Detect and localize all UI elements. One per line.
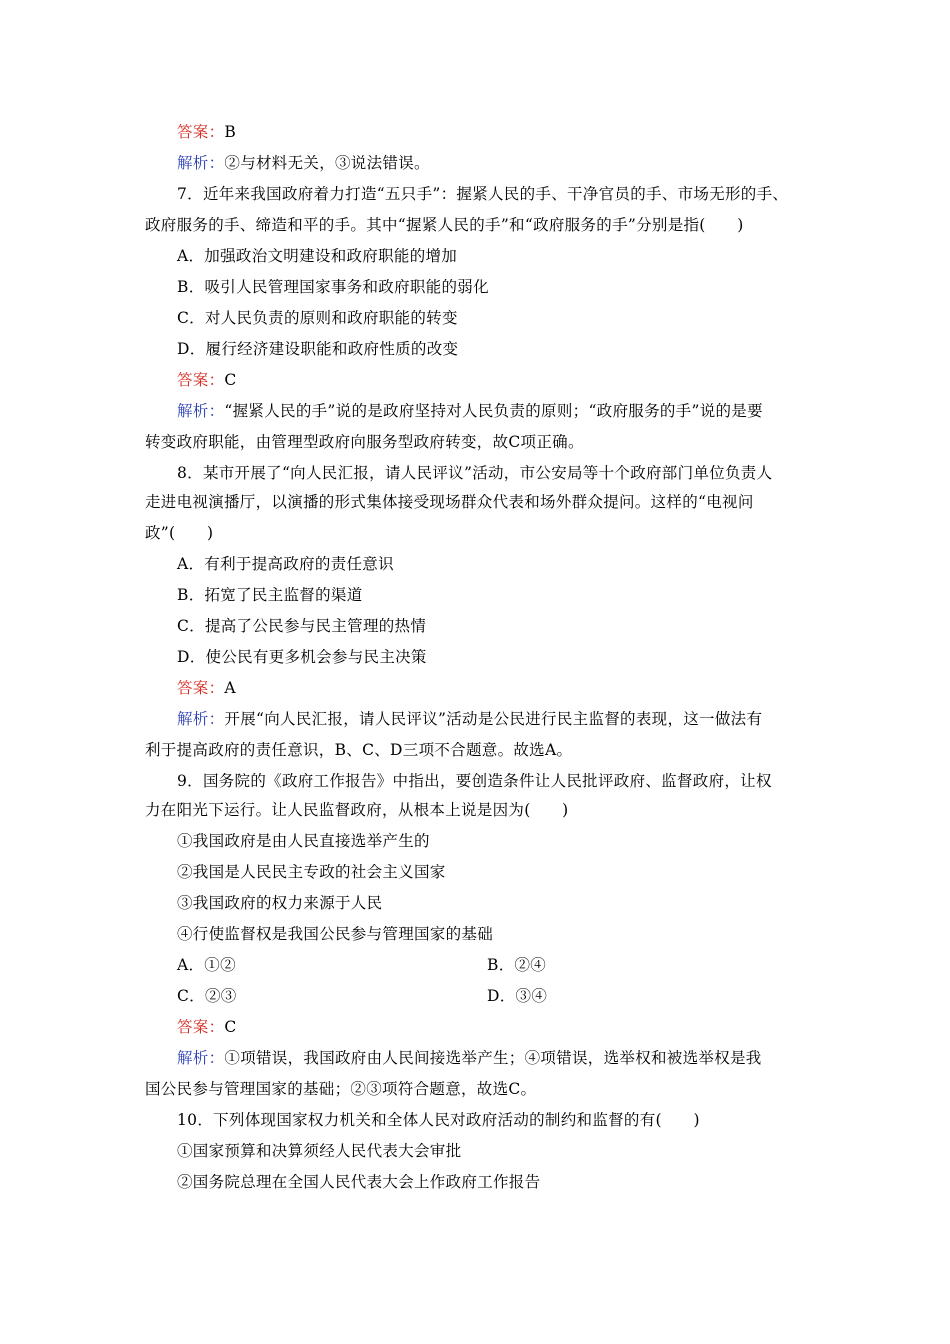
q9-option-a: A．①② [177, 956, 236, 974]
q9-stem-line-2: 力在阳光下运行。让人民监督政府，从根本上说是因为( ) [145, 801, 569, 819]
answer-label: 答案： [177, 679, 225, 697]
q7-explanation-line-1 [177, 401, 857, 421]
q7-option-b: B．吸引人民管理国家事务和政府职能的弱化 [177, 278, 489, 296]
q9-statement-2: ②我国是人民民主专政的社会主义国家 [177, 863, 446, 881]
q8-option-b: B．拓宽了民主监督的渠道 [177, 586, 363, 604]
q7-option-d: D．履行经济建设职能和政府性质的改变 [177, 340, 459, 358]
q7-option-c: C．对人民负责的原则和政府职能的转变 [177, 309, 458, 327]
q7-stem-line-2: 政府服务的手、缔造和平的手。其中“握紧人民的手”和“政府服务的手”分别是指( ) [145, 216, 744, 234]
q7-option-a: A．加强政治文明建设和政府职能的增加 [177, 247, 458, 265]
q6-explanation [177, 153, 857, 173]
answer-value: C [224, 1018, 237, 1036]
q9-statement-1: ①我国政府是由人民直接选举产生的 [177, 832, 430, 850]
q9-option-b: B．②④ [487, 956, 547, 974]
answer-value: A [224, 679, 236, 697]
q8-explanation-line-1 [177, 709, 857, 729]
q8-option-a: A．有利于提高政府的责任意识 [177, 555, 394, 573]
q9-stem-line-1: 9．国务院的《政府工作报告》中指出，要创造条件让人民批评政府、监督政府，让权 [177, 772, 772, 790]
q8-option-d: D．使公民有更多机会参与民主决策 [177, 648, 427, 666]
answer-value: B [224, 123, 237, 141]
q8-explanation-line-2: 利于提高政府的责任意识，B、C、D三项不合题意。故选A。 [145, 741, 573, 759]
q9-statement-4: ④行使监督权是我国公民参与管理国家的基础 [177, 925, 494, 943]
q9-explanation-line-2: 国公民参与管理国家的基础；②③项符合题意，故选C。 [145, 1080, 537, 1098]
q9-statement-3: ③我国政府的权力来源于人民 [177, 894, 383, 912]
explanation-label: 解析： [177, 710, 225, 728]
q9-answer [177, 1017, 857, 1037]
q7-stem-line-1: 7．近年来我国政府着力打造“五只手”：握紧人民的手、干净官员的手、市场无形的手、 [177, 185, 789, 203]
q8-stem-line-3: 政”( ) [145, 524, 214, 542]
explanation-label: 解析： [177, 402, 225, 420]
q6-answer [177, 122, 857, 142]
explanation-text: 开展“向人民汇报，请人民评议”活动是公民进行民主监督的表现，这一做法有 [224, 710, 763, 728]
q10-statement-1: ①国家预算和决算须经人民代表大会审批 [177, 1142, 462, 1160]
answer-value: C [224, 371, 237, 389]
explanation-text: ①项错误，我国政府由人民间接选举产生；④项错误，选举权和被选举权是我 [224, 1049, 762, 1067]
answer-label: 答案： [177, 1018, 225, 1036]
q9-option-c: C．②③ [177, 987, 237, 1005]
explanation-label: 解析： [177, 154, 225, 172]
q9-explanation-line-1 [177, 1048, 857, 1068]
q10-statement-2: ②国务院总理在全国人民代表大会上作政府工作报告 [177, 1173, 541, 1191]
q9-option-d: D．③④ [487, 987, 548, 1005]
q8-stem-line-1: 8．某市开展了“向人民汇报，请人民评议”活动，市公安局等十个政府部门单位负责人 [177, 464, 773, 482]
explanation-text: “握紧人民的手”说的是政府坚持对人民负责的原则；“政府服务的手”说的是要 [224, 402, 763, 420]
q7-explanation-line-2: 转变政府职能，由管理型政府向服务型政府转变，故C项正确。 [145, 433, 584, 451]
answer-label: 答案： [177, 123, 225, 141]
explanation-label: 解析： [177, 1049, 225, 1067]
q7-answer [177, 370, 857, 390]
answer-label: 答案： [177, 371, 225, 389]
q10-stem-line-1: 10．下列体现国家权力机关和全体人民对政府活动的制约和监督的有( ) [177, 1111, 700, 1129]
q8-stem-line-2: 走进电视演播厅，以演播的形式集体接受现场群众代表和场外群众提问。这样的“电视问 [145, 493, 754, 511]
explanation-text: ②与材料无关，③说法错误。 [224, 154, 430, 172]
q8-answer [177, 678, 857, 698]
q8-option-c: C．提高了公民参与民主管理的热情 [177, 617, 427, 635]
